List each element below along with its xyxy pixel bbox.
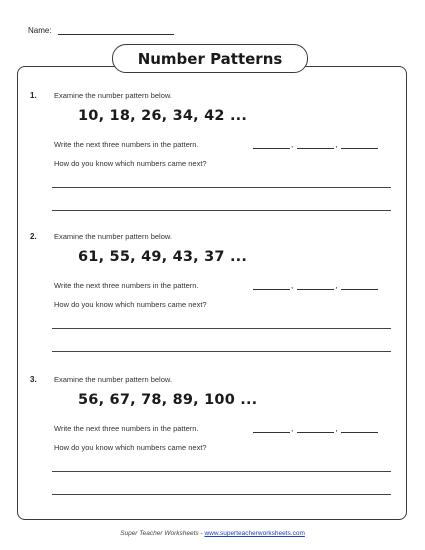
- name-label: Name:: [28, 26, 52, 35]
- footer-site-name: Super Teacher Worksheets: [120, 530, 199, 537]
- question-next-numbers: Write the next three numbers in the pattern.: [54, 424, 199, 433]
- problem-1: [0, 91, 425, 231]
- problem-number: 1.: [30, 91, 37, 100]
- instruction-text: Examine the number pattern below.: [54, 91, 172, 100]
- number-pattern: 56, 67, 78, 89, 100 ...: [78, 392, 258, 408]
- answer-blank-2[interactable]: [297, 140, 334, 149]
- comma: ,: [335, 424, 338, 433]
- name-row: [28, 26, 174, 35]
- page-title: Number Patterns: [112, 44, 308, 73]
- comma: ,: [291, 281, 294, 290]
- explanation-line-1[interactable]: [52, 471, 391, 472]
- instruction-text: Examine the number pattern below.: [54, 232, 172, 241]
- footer-separator: -: [198, 530, 205, 537]
- answer-blank-1[interactable]: [253, 281, 290, 290]
- question-how-know: How do you know which numbers came next?: [54, 159, 207, 168]
- question-next-numbers: Write the next three numbers in the pattern.: [54, 281, 199, 290]
- explanation-line-1[interactable]: [52, 328, 391, 329]
- question-next-numbers: Write the next three numbers in the pattern.: [54, 140, 199, 149]
- explanation-line-2[interactable]: [52, 494, 391, 495]
- footer-url-link[interactable]: www.superteacherworksheets.com: [204, 530, 305, 537]
- comma: ,: [291, 424, 294, 433]
- question-how-know: How do you know which numbers came next?: [54, 300, 207, 309]
- footer: [0, 530, 425, 537]
- answer-blanks: [253, 424, 378, 433]
- answer-blank-3[interactable]: [341, 140, 378, 149]
- answer-blanks: [253, 281, 378, 290]
- question-how-know: How do you know which numbers came next?: [54, 443, 207, 452]
- instruction-text: Examine the number pattern below.: [54, 375, 172, 384]
- explanation-line-2[interactable]: [52, 351, 391, 352]
- answer-blank-2[interactable]: [297, 424, 334, 433]
- problem-number: 3.: [30, 375, 37, 384]
- answer-blanks: [253, 140, 378, 149]
- problem-2: [0, 232, 425, 372]
- explanation-line-2[interactable]: [52, 210, 391, 211]
- problem-3: [0, 375, 425, 515]
- comma: ,: [335, 281, 338, 290]
- explanation-line-1[interactable]: [52, 187, 391, 188]
- number-pattern: 61, 55, 49, 43, 37 ...: [78, 249, 248, 265]
- answer-blank-3[interactable]: [341, 281, 378, 290]
- answer-blank-2[interactable]: [297, 281, 334, 290]
- answer-blank-1[interactable]: [253, 140, 290, 149]
- name-field[interactable]: [58, 26, 174, 35]
- answer-blank-3[interactable]: [341, 424, 378, 433]
- number-pattern: 10, 18, 26, 34, 42 ...: [78, 108, 248, 124]
- comma: ,: [335, 140, 338, 149]
- answer-blank-1[interactable]: [253, 424, 290, 433]
- problem-number: 2.: [30, 232, 37, 241]
- comma: ,: [291, 140, 294, 149]
